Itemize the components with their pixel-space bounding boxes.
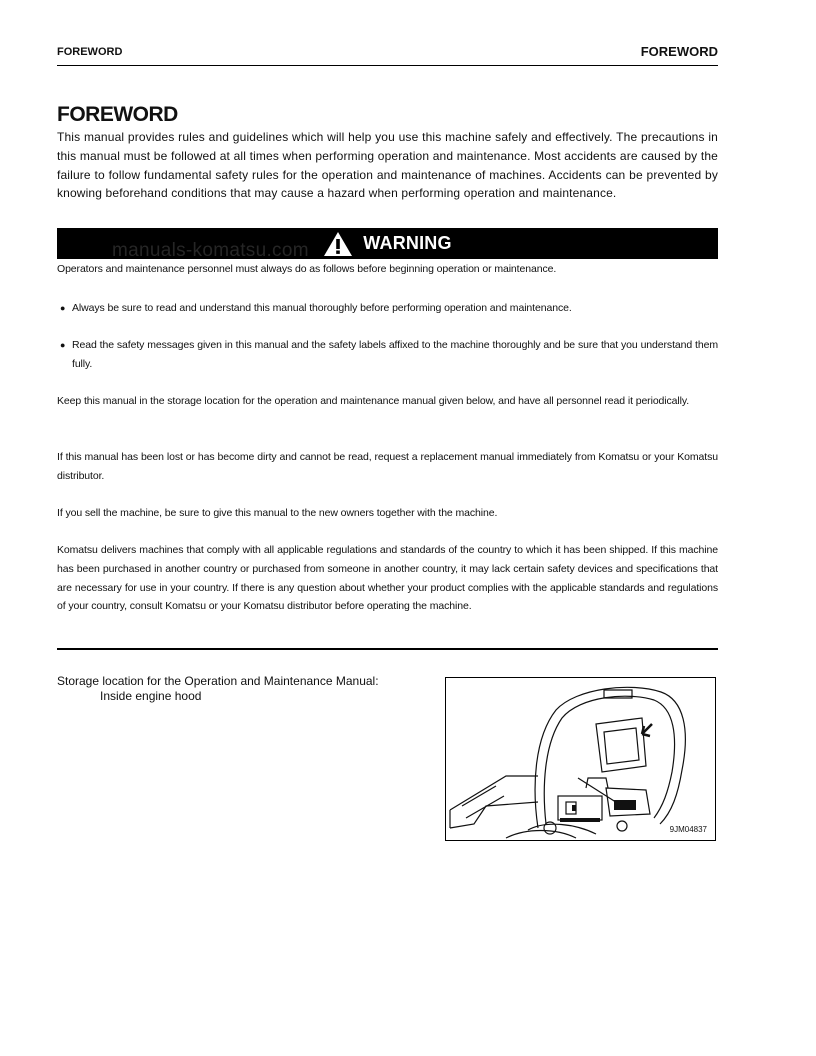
page-title: FOREWORD [57,103,178,126]
engine-hood-figure [445,677,716,841]
bullet-dot: ● [60,303,66,313]
warning-bullet [60,336,718,374]
storage-location-label: Storage location for the Operation and Maintenance Manual: [57,674,379,688]
bullet-dot: ● [60,340,66,350]
engine-hood-illustration [446,678,715,840]
header-divider [57,65,718,66]
intro-paragraph: This manual provides rules and guidelines which will help you use this machine safely and effectively. The precautions in this manual must be followed at all times when performing operation and maintenance. Most accidents are caused by the failure to follow fundamental safety rules for the operation and maintenance of machines. Accidents can be prevented by knowing beforehand conditions that may cause a hazard when performing operation and maintenance. [57,130,718,201]
watermark-text: manuals-komatsu.com [112,240,309,261]
bullet-text: Read the safety messages given in this manual and the safety labels affixed to the machine thoroughly and be sure that you understand them fully. [72,339,718,370]
warning-lead: Operators and maintenance personnel must always do as follows before beginning operation or maintenance. [57,263,557,275]
warning-label: WARNING [363,233,452,253]
warning-paragraph: Komatsu delivers machines that comply with all applicable regulations and standards of the country to which it has been shipped. If this machine has been purchased in another country or purchased from someone in another country, it may lack certain safety devices and specifications that are necessary for use in your country. If there is any question about whether your product complies with the applicable standards and regulations of your country, consult Komatsu or your Komatsu distributor before operating the machine. [57,544,718,613]
header-right-title: FOREWORD [640,44,718,59]
bullet-text: Always be sure to read and understand this manual thoroughly before performing operation and maintenance. [72,302,572,314]
warning-paragraph: If this manual has been lost or has become dirty and cannot be read, request a replacement manual immediately from Komatsu or your Komatsu distributor. [57,451,718,482]
warning-triangle-icon [323,231,353,257]
header-left-title: FOREWORD [57,46,123,58]
warning-paragraph: Keep this manual in the storage location for the operation and maintenance manual given below, and have all personnel read it periodically. [57,395,690,407]
figure-code: 9JM04837 [669,825,707,834]
warning-paragraph: If you sell the machine, be sure to give this manual to the new owners together with the machine. [57,507,498,519]
warning-bullet [60,299,718,318]
page-header [57,44,718,64]
section-divider [57,648,718,650]
storage-location-value: Inside engine hood [100,689,202,703]
